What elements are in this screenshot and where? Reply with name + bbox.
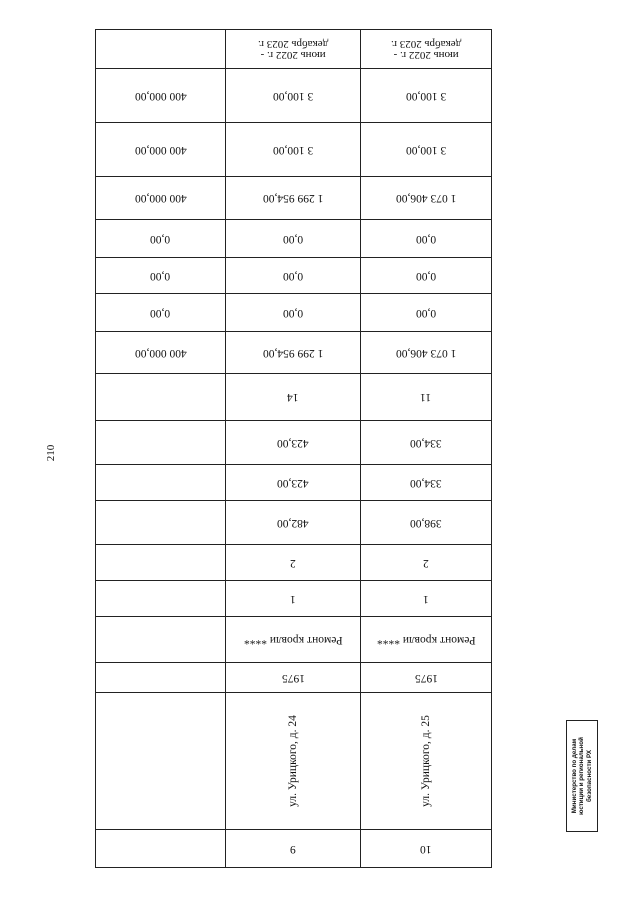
period-line: июнь 2022 г. -: [393, 49, 459, 61]
table-row: [96, 374, 492, 421]
cell-v1: 3 100,00: [405, 89, 447, 102]
table-cell: [361, 501, 492, 545]
table-cell: [361, 258, 492, 294]
table-cell: [226, 465, 361, 501]
table-cell: [96, 581, 226, 617]
cell-v9: 423,00: [277, 436, 309, 449]
table-row: [96, 332, 492, 374]
table-row: [96, 617, 492, 663]
period-line: июнь 2022 г. -: [260, 49, 326, 61]
table-row: [96, 581, 492, 617]
table-cell: [361, 693, 492, 830]
table-cell: [96, 69, 226, 123]
table-cell: [361, 465, 492, 501]
cell-year: 1975: [414, 671, 438, 684]
cell-v8: 14: [287, 391, 299, 403]
cell-v3: 1 299 954,00: [262, 192, 324, 204]
table-cell: [361, 220, 492, 258]
table-cell: [226, 220, 361, 258]
table-cell: [96, 30, 226, 69]
period-line: декабрь 2023 г.: [390, 38, 462, 50]
cell-v10: 334,00: [410, 476, 442, 489]
table-cell: [361, 545, 492, 581]
table-cell: [226, 421, 361, 465]
cell-v5: 0,00: [150, 269, 171, 282]
table-cell: [226, 123, 361, 177]
cell-v8: 11: [420, 391, 432, 403]
table-cell: [96, 220, 226, 258]
table-cell: [226, 69, 361, 123]
cell-v12: 2: [423, 556, 429, 569]
table-cell: [226, 617, 361, 663]
table-row: [96, 177, 492, 220]
period-line: декабрь 2023 г.: [257, 38, 329, 50]
table-cell: [96, 663, 226, 693]
table-row: [96, 465, 492, 501]
cell-v5: 0,00: [415, 269, 437, 282]
cell-v6: 0,00: [415, 306, 437, 319]
cell-v6: 0,00: [282, 306, 304, 319]
table-cell: [361, 830, 492, 868]
stamp-line: юстиции и региональной: [578, 737, 586, 815]
cell-year: 1975: [281, 671, 305, 684]
table-cell: [361, 177, 492, 220]
table-row: [96, 421, 492, 465]
table-cell: [361, 332, 492, 374]
cell-v4: 0,00: [415, 232, 437, 245]
table-row: [96, 294, 492, 332]
table-cell: [361, 123, 492, 177]
cell-v13: 1: [423, 592, 429, 605]
table-cell: [96, 830, 226, 868]
table-cell: [96, 123, 226, 177]
cell-v7: 1 299 954,00: [262, 346, 324, 359]
table-row: [96, 123, 492, 177]
table-cell: [361, 581, 492, 617]
data-table: [95, 29, 492, 868]
table-cell: [226, 581, 361, 617]
cell-v2: 400 000,00: [134, 143, 187, 156]
cell-v11: 398,00: [410, 516, 442, 529]
cell-v7: 1 073 406,00: [395, 346, 457, 359]
cell-v10: 423,00: [277, 476, 309, 489]
cell-work: Ремонт кровли ****: [376, 633, 476, 646]
cell-num: 9: [290, 842, 296, 855]
table-cell: [96, 258, 226, 294]
table-cell: [96, 332, 226, 374]
table-cell: [361, 294, 492, 332]
cell-v1: 400 000,00: [134, 89, 187, 102]
table-cell: [96, 177, 226, 220]
rotated-table: [95, 29, 491, 862]
table-cell: [226, 258, 361, 294]
cell-address: ул. Урицкого, д. 24: [287, 715, 299, 807]
table-cell: [96, 374, 226, 421]
table-row: [96, 69, 492, 123]
cell-v4: 0,00: [282, 232, 304, 245]
table-cell: [96, 693, 226, 830]
table-cell: [361, 617, 492, 663]
table-cell: [361, 374, 492, 421]
cell-v4: 0,00: [150, 232, 171, 245]
cell-v7: 400 000,00: [134, 346, 187, 359]
cell-v3: 1 073 406,00: [395, 192, 457, 204]
table-cell: [226, 294, 361, 332]
cell-v9: 334,00: [410, 436, 442, 449]
table-cell: [96, 465, 226, 501]
period-text: [391, 38, 461, 60]
table-cell: [226, 332, 361, 374]
cell-v3: 400 000,00: [134, 192, 187, 204]
ministry-stamp: [566, 720, 598, 832]
cell-work: Ремонт кровли ****: [243, 633, 343, 646]
stamp-line: Министерство по делам: [570, 738, 578, 814]
cell-v13: 1: [290, 592, 296, 605]
table-row: [96, 30, 492, 69]
table-row: [96, 545, 492, 581]
table-row: [96, 501, 492, 545]
page-number: 210: [45, 444, 57, 462]
table-cell: [361, 663, 492, 693]
cell-v1: 3 100,00: [272, 89, 314, 102]
table-cell: [96, 545, 226, 581]
table-cell: [226, 663, 361, 693]
stamp-text: [571, 724, 593, 828]
period-text: [258, 38, 328, 60]
table-cell: [226, 501, 361, 545]
table-row: [96, 220, 492, 258]
stamp-line: безопасности РХ: [585, 749, 593, 803]
table-row: [96, 258, 492, 294]
cell-address: ул. Урицкого, д. 25: [420, 715, 432, 807]
cell-v11: 482,00: [277, 516, 309, 529]
table-row: [96, 830, 492, 868]
cell-v6: 0,00: [150, 306, 171, 319]
table-cell: [226, 374, 361, 421]
table-row: [96, 663, 492, 693]
table-cell: [96, 617, 226, 663]
table-cell: [361, 30, 492, 69]
table-cell: [226, 177, 361, 220]
table-cell: [96, 421, 226, 465]
cell-v12: 2: [290, 556, 296, 569]
table-cell: [96, 501, 226, 545]
cell-v2: 3 100,00: [272, 143, 314, 156]
table-cell: [96, 294, 226, 332]
table-cell: [226, 830, 361, 868]
cell-v5: 0,00: [282, 269, 304, 282]
table-cell: [361, 421, 492, 465]
table-cell: [226, 693, 361, 830]
table-cell: [226, 30, 361, 69]
cell-v2: 3 100,00: [405, 143, 447, 156]
table-row: [96, 693, 492, 830]
table-cell: [361, 69, 492, 123]
table-cell: [226, 545, 361, 581]
cell-num: 10: [420, 842, 432, 855]
